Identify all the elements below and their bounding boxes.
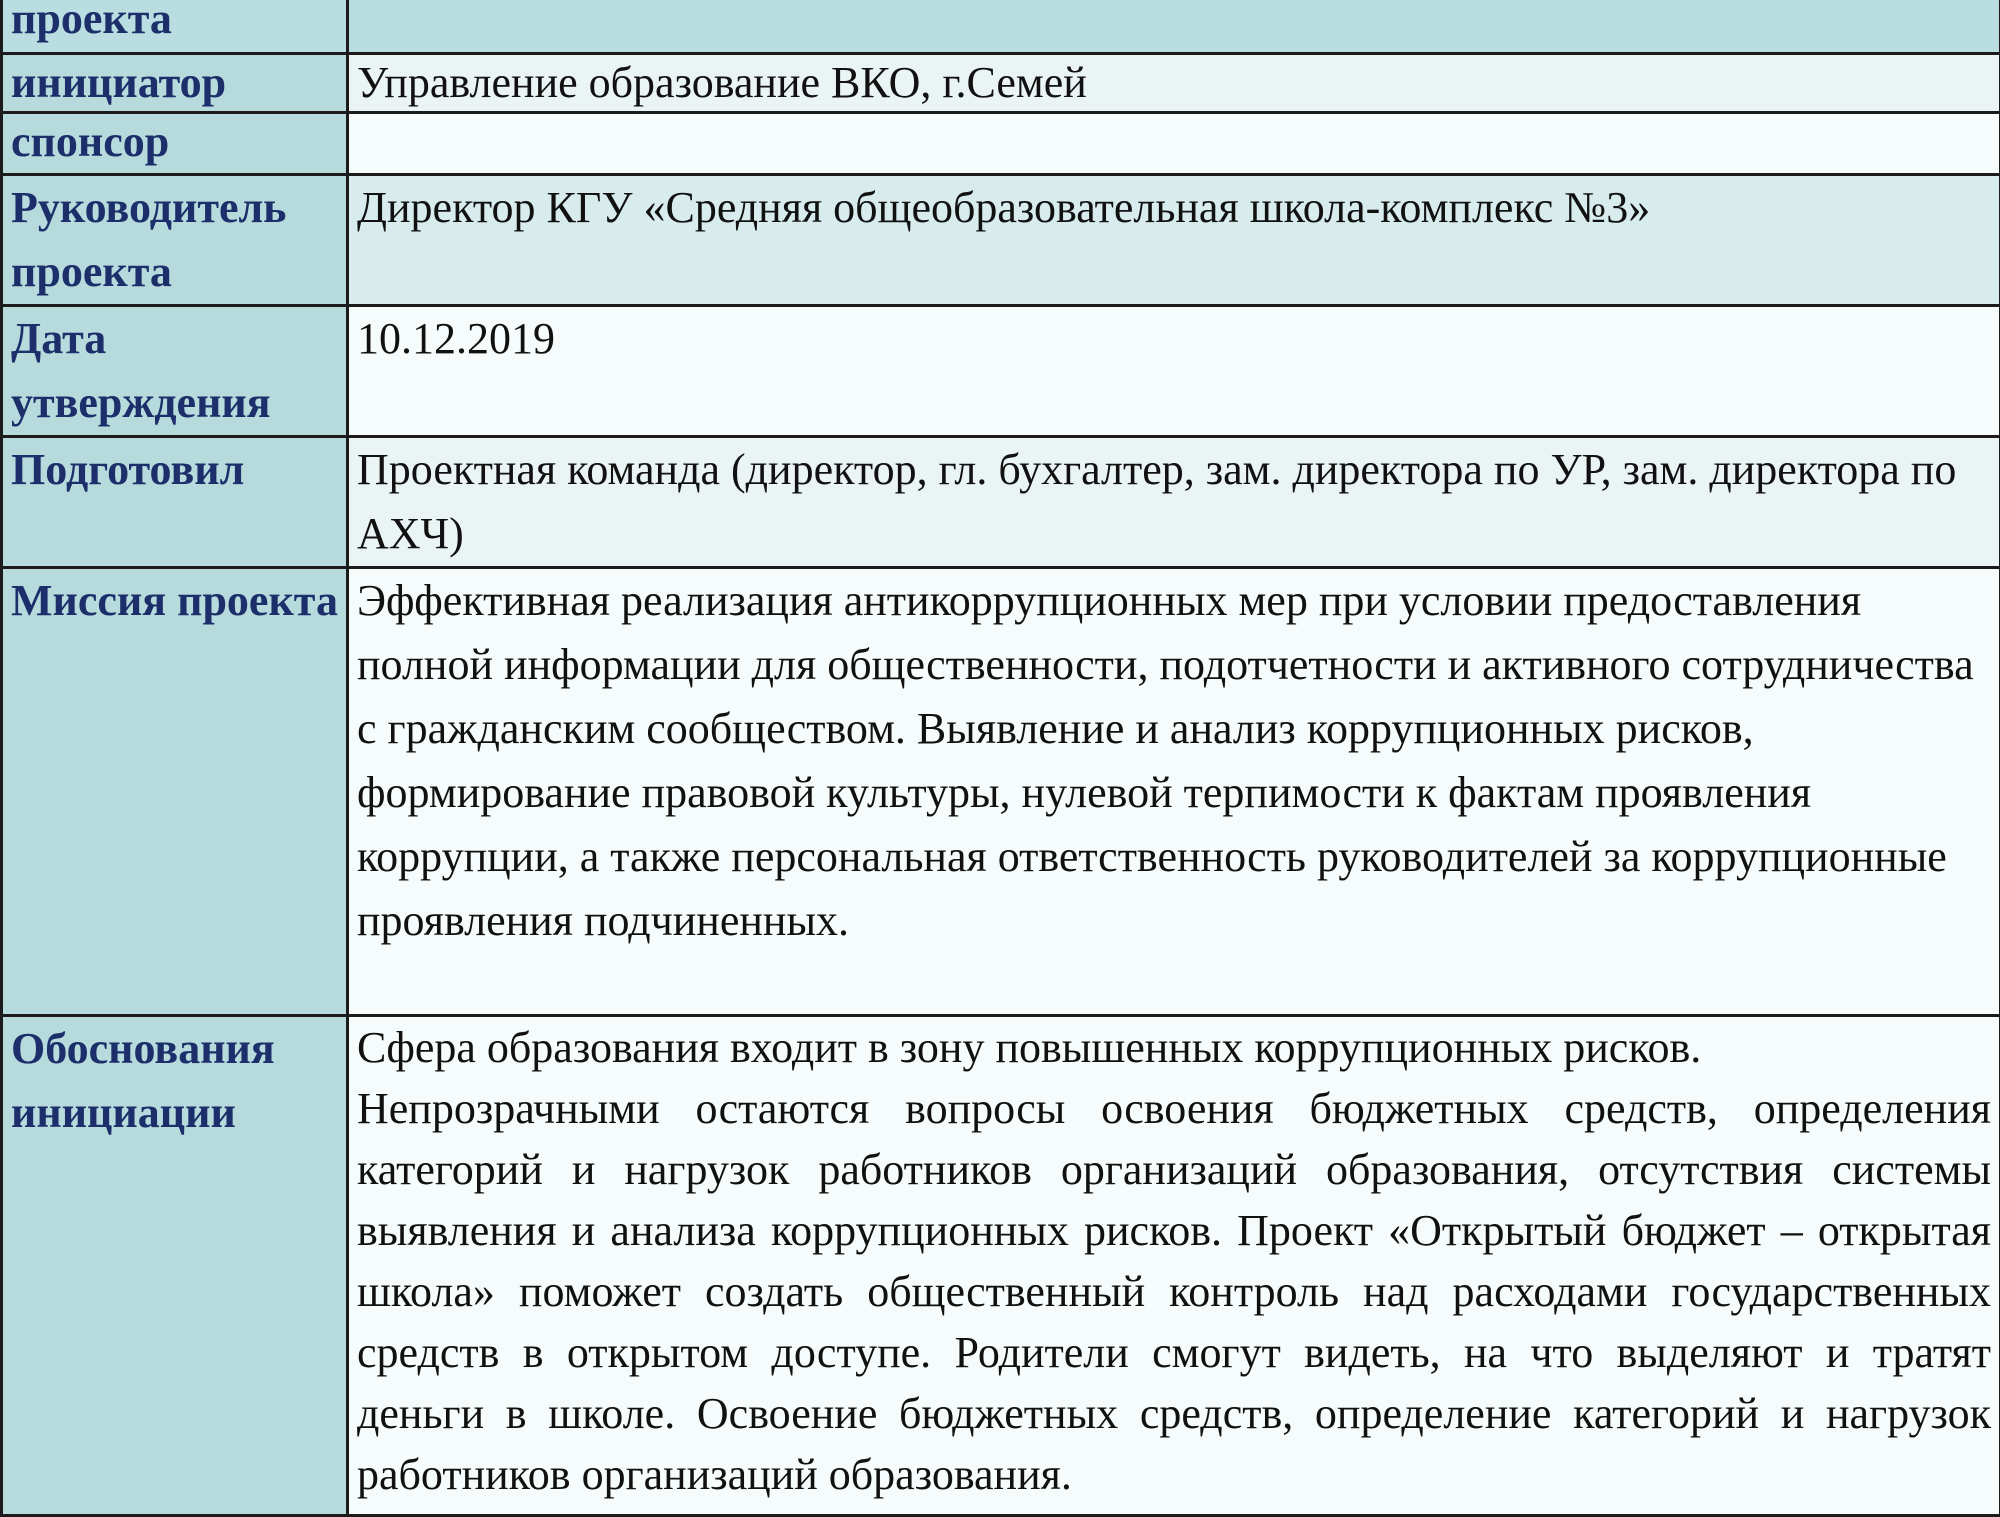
row-label: Подготовил <box>2 437 348 568</box>
row-label: Миссия проекта <box>2 568 348 1016</box>
row-label: Руководитель проекта <box>2 175 348 306</box>
table-row <box>2 175 2000 306</box>
row-label: Дата утверждения <box>2 306 348 437</box>
row-value: Директор КГУ «Средняя общеобразовательная школа-комплекс №3» <box>348 175 2000 306</box>
table-row <box>2 306 2000 437</box>
table-row <box>2 568 2000 1016</box>
row-value: 10.12.2019 <box>348 306 2000 437</box>
row-value: Управление образование ВКО, г.Семей <box>348 54 2000 113</box>
row-label: проекта <box>2 0 348 54</box>
row-label: спонсор <box>2 113 348 175</box>
table-row <box>2 113 2000 175</box>
row-value-rest: Непрозрачными остаются вопросы освоения бюджетных средств, определения категорий и нагрузок работников организаций образования, отсутствия системы выявления и анализа коррупционных рисков. Проект «Открытый бюджет – открытая школа» поможет создать общественный контроль над расходами государственных средств в открытом доступе. Родители смогут видеть, на что выделяют и тратят деньги в школе. Освоение бюджетных средств, определение категорий и нагрузок работников организаций образования. <box>357 1084 1991 1499</box>
row-value: Проектная команда (директор, гл. бухгалтер, зам. директора по УР, зам. директора по АХЧ) <box>348 437 2000 568</box>
row-label: инициатор <box>2 54 348 113</box>
row-value-first-line: Сфера образования входит в зону повышенных коррупционных рисков. <box>357 1017 1991 1078</box>
row-value <box>348 113 2000 175</box>
row-label: Обоснования инициации <box>2 1016 348 1516</box>
table-row <box>2 437 2000 568</box>
table-row <box>2 0 2000 54</box>
row-value <box>348 0 2000 54</box>
table-row <box>2 1016 2000 1516</box>
row-value <box>348 1016 2000 1516</box>
table-row <box>2 54 2000 113</box>
row-value: Эффективная реализация антикоррупционных мер при условии предоставления полной информации для общественности, подотчетности и активного сотрудничества с гражданским сообществом. Выявление и анализ коррупционных рисков, формирование правовой культуры, нулевой терпимости к фактам проявления коррупции, а также персональная ответственность руководителей за коррупционные проявления подчиненных. <box>348 568 2000 1016</box>
